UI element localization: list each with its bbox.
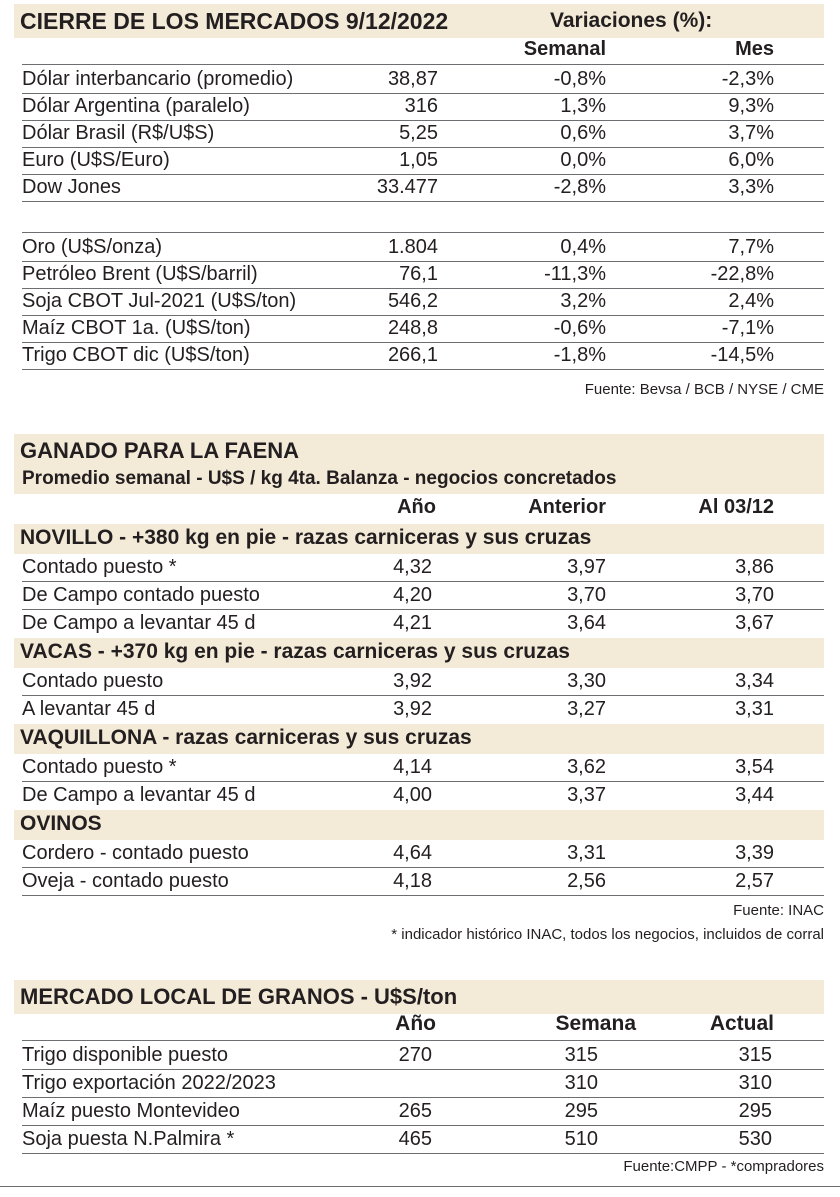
col-header-grains-ano: Año <box>395 1012 436 1035</box>
market-mes: 7,7% <box>728 236 774 258</box>
col-header-mes: Mes <box>735 38 774 60</box>
cattle-ano: 4,00 <box>393 784 432 806</box>
market-label: Maíz CBOT 1a. (U$S/ton) <box>22 317 251 339</box>
cattle-al: 3,39 <box>735 842 774 864</box>
grain-actual: 315 <box>738 1044 772 1066</box>
cattle-ano: 3,92 <box>393 698 432 720</box>
market-row <box>14 93 824 121</box>
grains-section <box>14 978 824 1188</box>
cattle-row <box>14 868 824 896</box>
grain-actual: 530 <box>738 1128 772 1150</box>
market-semanal: 0,4% <box>560 236 606 258</box>
cattle-group-title: VAQUILLONA - razas carniceras y sus cruzas <box>20 726 472 749</box>
cattle-row <box>14 668 824 696</box>
cattle-label: De Campo a levantar 45 d <box>22 784 256 806</box>
cattle-subtitle: Promedio semanal - U$S / kg 4ta. Balanza - negocios concretados <box>22 468 617 489</box>
col-header-semana: Semana <box>555 1012 636 1035</box>
market-row <box>14 120 824 148</box>
row-rule <box>22 1153 824 1154</box>
grain-row <box>14 1042 824 1070</box>
cattle-row <box>14 840 824 868</box>
grain-semana: 295 <box>564 1100 598 1122</box>
cattle-anterior: 3,70 <box>567 584 606 606</box>
cattle-group-title: VACAS - +370 kg en pie - razas carniceras y sus cruzas <box>20 640 570 663</box>
market-mes: -14,5% <box>710 344 774 366</box>
cattle-anterior: 3,37 <box>567 784 606 806</box>
col-header-anterior: Anterior <box>528 496 606 518</box>
market-row <box>14 261 824 289</box>
market-semanal: -2,8% <box>553 176 606 198</box>
market-label: Dólar Brasil (R$/U$S) <box>22 122 215 144</box>
market-label: Dólar interbancario (promedio) <box>22 68 294 90</box>
market-row <box>14 315 824 343</box>
markets-source: Fuente: Bevsa / BCB / NYSE / CME <box>584 381 824 398</box>
market-label: Dow Jones <box>22 176 121 198</box>
grain-semana: 310 <box>564 1072 598 1094</box>
cattle-ano: 4,18 <box>393 870 432 892</box>
cattle-label: Cordero - contado puesto <box>22 842 249 864</box>
grain-row <box>14 1070 824 1098</box>
cattle-group-title: NOVILLO - +380 kg en pie - razas carniceras y sus cruzas <box>20 526 592 549</box>
market-mes: 3,3% <box>728 176 774 198</box>
cattle-group-header <box>14 524 824 554</box>
market-mes: 2,4% <box>728 290 774 312</box>
cattle-title: GANADO PARA LA FAENA <box>20 438 300 463</box>
market-semanal: -0,6% <box>553 317 606 339</box>
market-label: Soja CBOT Jul-2021 (U$S/ton) <box>22 290 297 312</box>
col-header-al: Al 03/12 <box>698 496 774 518</box>
cattle-al: 3,54 <box>735 756 774 778</box>
market-semanal: 0,6% <box>560 122 606 144</box>
market-value: 33.477 <box>376 176 438 198</box>
cattle-al: 3,34 <box>735 670 774 692</box>
grain-ano: 270 <box>398 1044 432 1066</box>
cattle-ano: 4,64 <box>393 842 432 864</box>
market-value: 316 <box>404 95 438 117</box>
cattle-label: Contado puesto <box>22 670 164 692</box>
grain-label: Soja puesta N.Palmira * <box>22 1128 235 1150</box>
market-row <box>14 288 824 316</box>
cattle-anterior: 3,64 <box>567 612 606 634</box>
market-value: 1.804 <box>387 236 438 258</box>
market-value: 5,25 <box>399 122 438 144</box>
page-bottom-rule <box>0 1186 840 1187</box>
grain-label: Trigo exportación 2022/2023 <box>22 1072 276 1094</box>
market-row <box>14 147 824 175</box>
market-row <box>14 66 824 94</box>
cattle-ano: 3,92 <box>393 670 432 692</box>
col-header-actual: Actual <box>709 1012 774 1035</box>
markets-title: CIERRE DE LOS MERCADOS 9/12/2022 <box>20 8 449 34</box>
grains-source: Fuente:CMPP - *compradores <box>623 1158 824 1175</box>
cattle-ano: 4,20 <box>393 584 432 606</box>
cattle-ano: 4,21 <box>393 612 432 634</box>
cattle-source: Fuente: INAC <box>733 902 824 919</box>
cattle-al: 3,86 <box>735 556 774 578</box>
cattle-row <box>14 754 824 782</box>
market-label: Trigo CBOT dic (U$S/ton) <box>22 344 250 366</box>
market-value: 248,8 <box>387 317 438 339</box>
cattle-group-header <box>14 638 824 668</box>
grain-ano: 465 <box>398 1128 432 1150</box>
cattle-row <box>14 610 824 638</box>
markets-section <box>14 0 824 400</box>
cattle-group-header <box>14 810 824 840</box>
market-label: Euro (U$S/Euro) <box>22 149 170 171</box>
market-semanal: -1,8% <box>553 344 606 366</box>
grain-actual: 310 <box>738 1072 772 1094</box>
market-row <box>14 234 824 262</box>
cattle-label: A levantar 45 d <box>22 698 156 720</box>
cattle-ano: 4,32 <box>393 556 432 578</box>
grain-row <box>14 1098 824 1126</box>
col-header-semanal: Semanal <box>523 38 606 60</box>
cattle-anterior: 3,31 <box>567 842 606 864</box>
market-mes: -7,1% <box>721 317 774 339</box>
market-semanal: 0,0% <box>560 149 606 171</box>
cattle-al: 3,31 <box>735 698 774 720</box>
market-semanal: -11,3% <box>544 263 606 285</box>
cattle-label: De Campo a levantar 45 d <box>22 612 256 634</box>
market-label: Dólar Argentina (paralelo) <box>22 95 250 117</box>
grain-semana: 510 <box>564 1128 598 1150</box>
market-value: 38,87 <box>387 68 438 90</box>
market-mes: 9,3% <box>728 95 774 117</box>
market-mes: -22,8% <box>710 263 774 285</box>
market-mes: 6,0% <box>728 149 774 171</box>
grain-row <box>14 1126 824 1154</box>
grains-header-rule <box>22 1040 824 1041</box>
grain-ano: 265 <box>398 1100 432 1122</box>
cattle-label: De Campo contado puesto <box>22 584 260 606</box>
grains-title: MERCADO LOCAL DE GRANOS - U$S/ton <box>20 984 458 1009</box>
cattle-label: Contado puesto * <box>22 756 177 778</box>
cattle-anterior: 2,56 <box>567 870 606 892</box>
markets-block-rule <box>22 232 824 233</box>
cattle-anterior: 3,30 <box>567 670 606 692</box>
market-value: 1,05 <box>399 149 438 171</box>
cattle-al: 3,70 <box>735 584 774 606</box>
market-label: Petróleo Brent (U$S/barril) <box>22 263 258 285</box>
cattle-footnote: * indicador histórico INAC, todos los negocios, incluidos de corral <box>391 926 824 943</box>
market-semanal: 1,3% <box>560 95 606 117</box>
market-row <box>14 174 824 202</box>
market-label: Oro (U$S/onza) <box>22 236 163 258</box>
cattle-row <box>14 582 824 610</box>
cattle-anterior: 3,27 <box>567 698 606 720</box>
cattle-al: 2,57 <box>735 870 774 892</box>
variaciones-label: Variaciones (%): <box>550 9 713 32</box>
cattle-group-title: OVINOS <box>20 812 102 835</box>
cattle-section <box>14 430 824 950</box>
market-semanal: -0,8% <box>553 68 606 90</box>
grain-actual: 295 <box>738 1100 772 1122</box>
grain-semana: 315 <box>564 1044 598 1066</box>
markets-header-rule <box>22 64 824 65</box>
cattle-al: 3,67 <box>735 612 774 634</box>
cattle-anterior: 3,62 <box>567 756 606 778</box>
market-mes: 3,7% <box>728 122 774 144</box>
market-value: 546,2 <box>387 290 438 312</box>
grain-label: Trigo disponible puesto <box>22 1044 229 1066</box>
cattle-row <box>14 696 824 724</box>
cattle-anterior: 3,97 <box>567 556 606 578</box>
market-value: 266,1 <box>387 344 438 366</box>
market-semanal: 3,2% <box>560 290 606 312</box>
row-rule <box>22 895 824 896</box>
cattle-al: 3,44 <box>735 784 774 806</box>
col-header-ano: Año <box>397 496 436 518</box>
cattle-label: Contado puesto * <box>22 556 177 578</box>
market-mes: -2,3% <box>721 68 774 90</box>
grain-label: Maíz puesto Montevideo <box>22 1100 240 1122</box>
row-rule <box>22 369 824 370</box>
market-row <box>14 342 824 370</box>
cattle-row <box>14 782 824 810</box>
market-value: 76,1 <box>399 263 438 285</box>
row-rule <box>22 201 824 202</box>
cattle-row <box>14 554 824 582</box>
cattle-label: Oveja - contado puesto <box>22 870 229 892</box>
cattle-group-header <box>14 724 824 754</box>
cattle-ano: 4,14 <box>393 756 432 778</box>
